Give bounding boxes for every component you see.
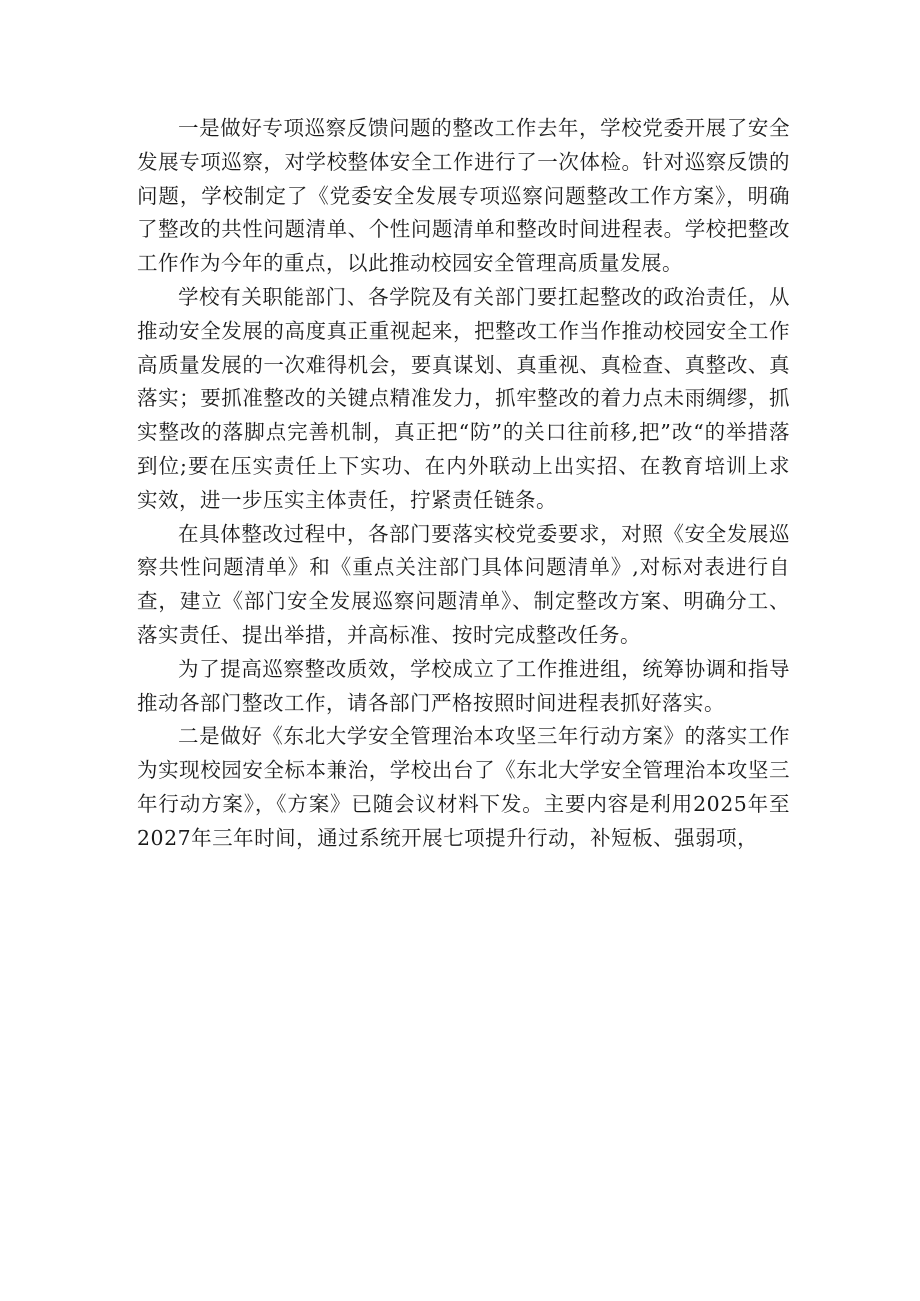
paragraph-department-responsibility: 学校有关职能部门、各学院及有关部门要扛起整改的政治责任，从推动安全发展的高度真正重视起来，把整改工作当作推动校园安全工作高质量发展的一次难得机会，要真谋划、真重视、真检查、真整改、真落实；要抓准整改的关键点精准发力，抓牢整改的着力点未雨绸缪，抓实整改的落脚点完善机制，真正把“防”的关口往前移,把”改“的举措落到位;要在压实责任上下实功、在内外联动上出实招、在教育培训上求实效，进一步压实主体责任，拧紧责任链条。 <box>137 284 790 512</box>
paragraph-working-group: 为了提高巡察整改质效，学校成立了工作推进组，统筹协调和指导推动各部门整改工作，请各部门严格按照时间进程表抓好落实。 <box>137 656 790 715</box>
document-body <box>137 112 790 856</box>
paragraph-rectification-process: 在具体整改过程中，各部门要落实校党委要求，对照《安全发展巡察共性问题清单》和《重点关注部门具体问题清单》,对标对表进行自查，建立《部门安全发展巡察问题清单》、制定整改方案、明确分工、落实责任、提出举措，并高标准、按时完成整改任务。 <box>137 521 790 647</box>
paragraph-rectification-feedback: 一是做好专项巡察反馈问题的整改工作去年，学校党委开展了安全发展专项巡察，对学校整体安全工作进行了一次体检。针对巡察反馈的问题，学校制定了《党委安全发展专项巡察问题整改工作方案》，明确了整改的共性问题清单、个性问题清单和整改时间进程表。学校把整改工作作为今年的重点，以此推动校园安全管理高质量发展。 <box>137 116 790 276</box>
paragraph-three-year-plan: 二是做好《东北大学安全管理治本攻坚三年行动方案》的落实工作为实现校园安全标本兼治，学校出台了《东北大学安全管理治本攻坚三年行动方案》，《方案》已随会议材料下发。主要内容是利用2025年至2027年三年时间，通过系统开展七项提升行动，补短板、强弱项， <box>137 724 790 850</box>
